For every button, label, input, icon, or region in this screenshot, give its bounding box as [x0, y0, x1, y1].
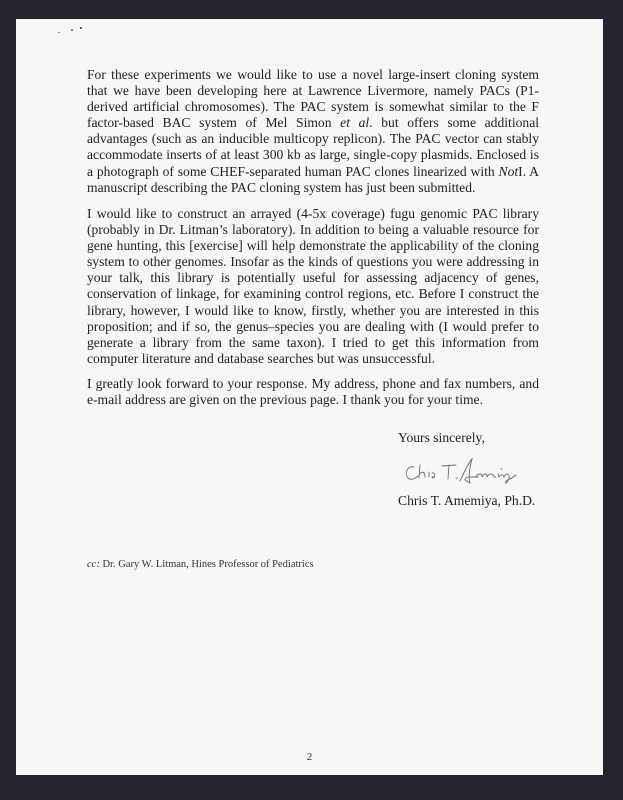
- paragraph-text: For these experiments we would like to use a novel large-insert cloning system that we have been developing here at Lawrence Livermore, namely PACs (P1-derived artificial chromosomes). The PAC system is somewhat similar to the F factor-based BAC system of Mel Simon: [87, 67, 539, 131]
- paragraph-1: [87, 67, 539, 196]
- italic-text: Not: [498, 163, 519, 179]
- cc-recipient: Dr. Gary W. Litman, Hines Professor of Pediatrics: [102, 559, 314, 570]
- paragraph-text: . but offers some additional advantages (such as an inducible multicopy replicon). The PAC vector can stably accommodate inserts of at least 300 kb as large, single-copy plasmids. Enclosed is a photograph of some CHEF-separated human PAC clones linearized with: [87, 115, 540, 179]
- paper-specks: [56, 25, 96, 39]
- handwritten-signature: [398, 453, 538, 489]
- paragraph-text: I. A manuscript describing the PAC cloning system has just been submitted.: [87, 163, 539, 195]
- paragraph-2: [87, 206, 539, 367]
- signer-name: Chris T. Amemiya, Ph.D.: [398, 493, 536, 508]
- cc-label: cc:: [87, 559, 100, 570]
- paragraph-3: [87, 376, 539, 408]
- page-number: 2: [306, 751, 313, 763]
- closing-salutation: Yours sincerely,: [398, 430, 485, 445]
- letter-page: [16, 19, 603, 775]
- italic-text: et al: [340, 115, 370, 131]
- paragraph-text: I greatly look forward to your response. My address, phone and fax numbers, and e-mail address are given on the previous page. I thank you for your time.: [87, 376, 539, 408]
- paragraph-text: I would like to construct an arrayed (4-5x coverage) fugu genomic PAC library (probably in Dr. Litman’s laboratory). In addition to being a valuable resource for gene hunting, this [exercise] will help demonstrate the applicability of the cloning system to other genomes. Insofar as the kinds of questions you were addressing in your talk, this library is potentially useful for assessing adjacency of genes, conservation of linkage, for examining control regions, etc. Before I construct the library, however, I would like to know, firstly, whether you are interested in this proposition; and if so, the genus–species you are dealing with (I would prefer to generate a library from the same taxon). I tried to get this information from computer literature and database searches but was unsuccessful.: [87, 206, 539, 366]
- cc-line: [87, 559, 314, 570]
